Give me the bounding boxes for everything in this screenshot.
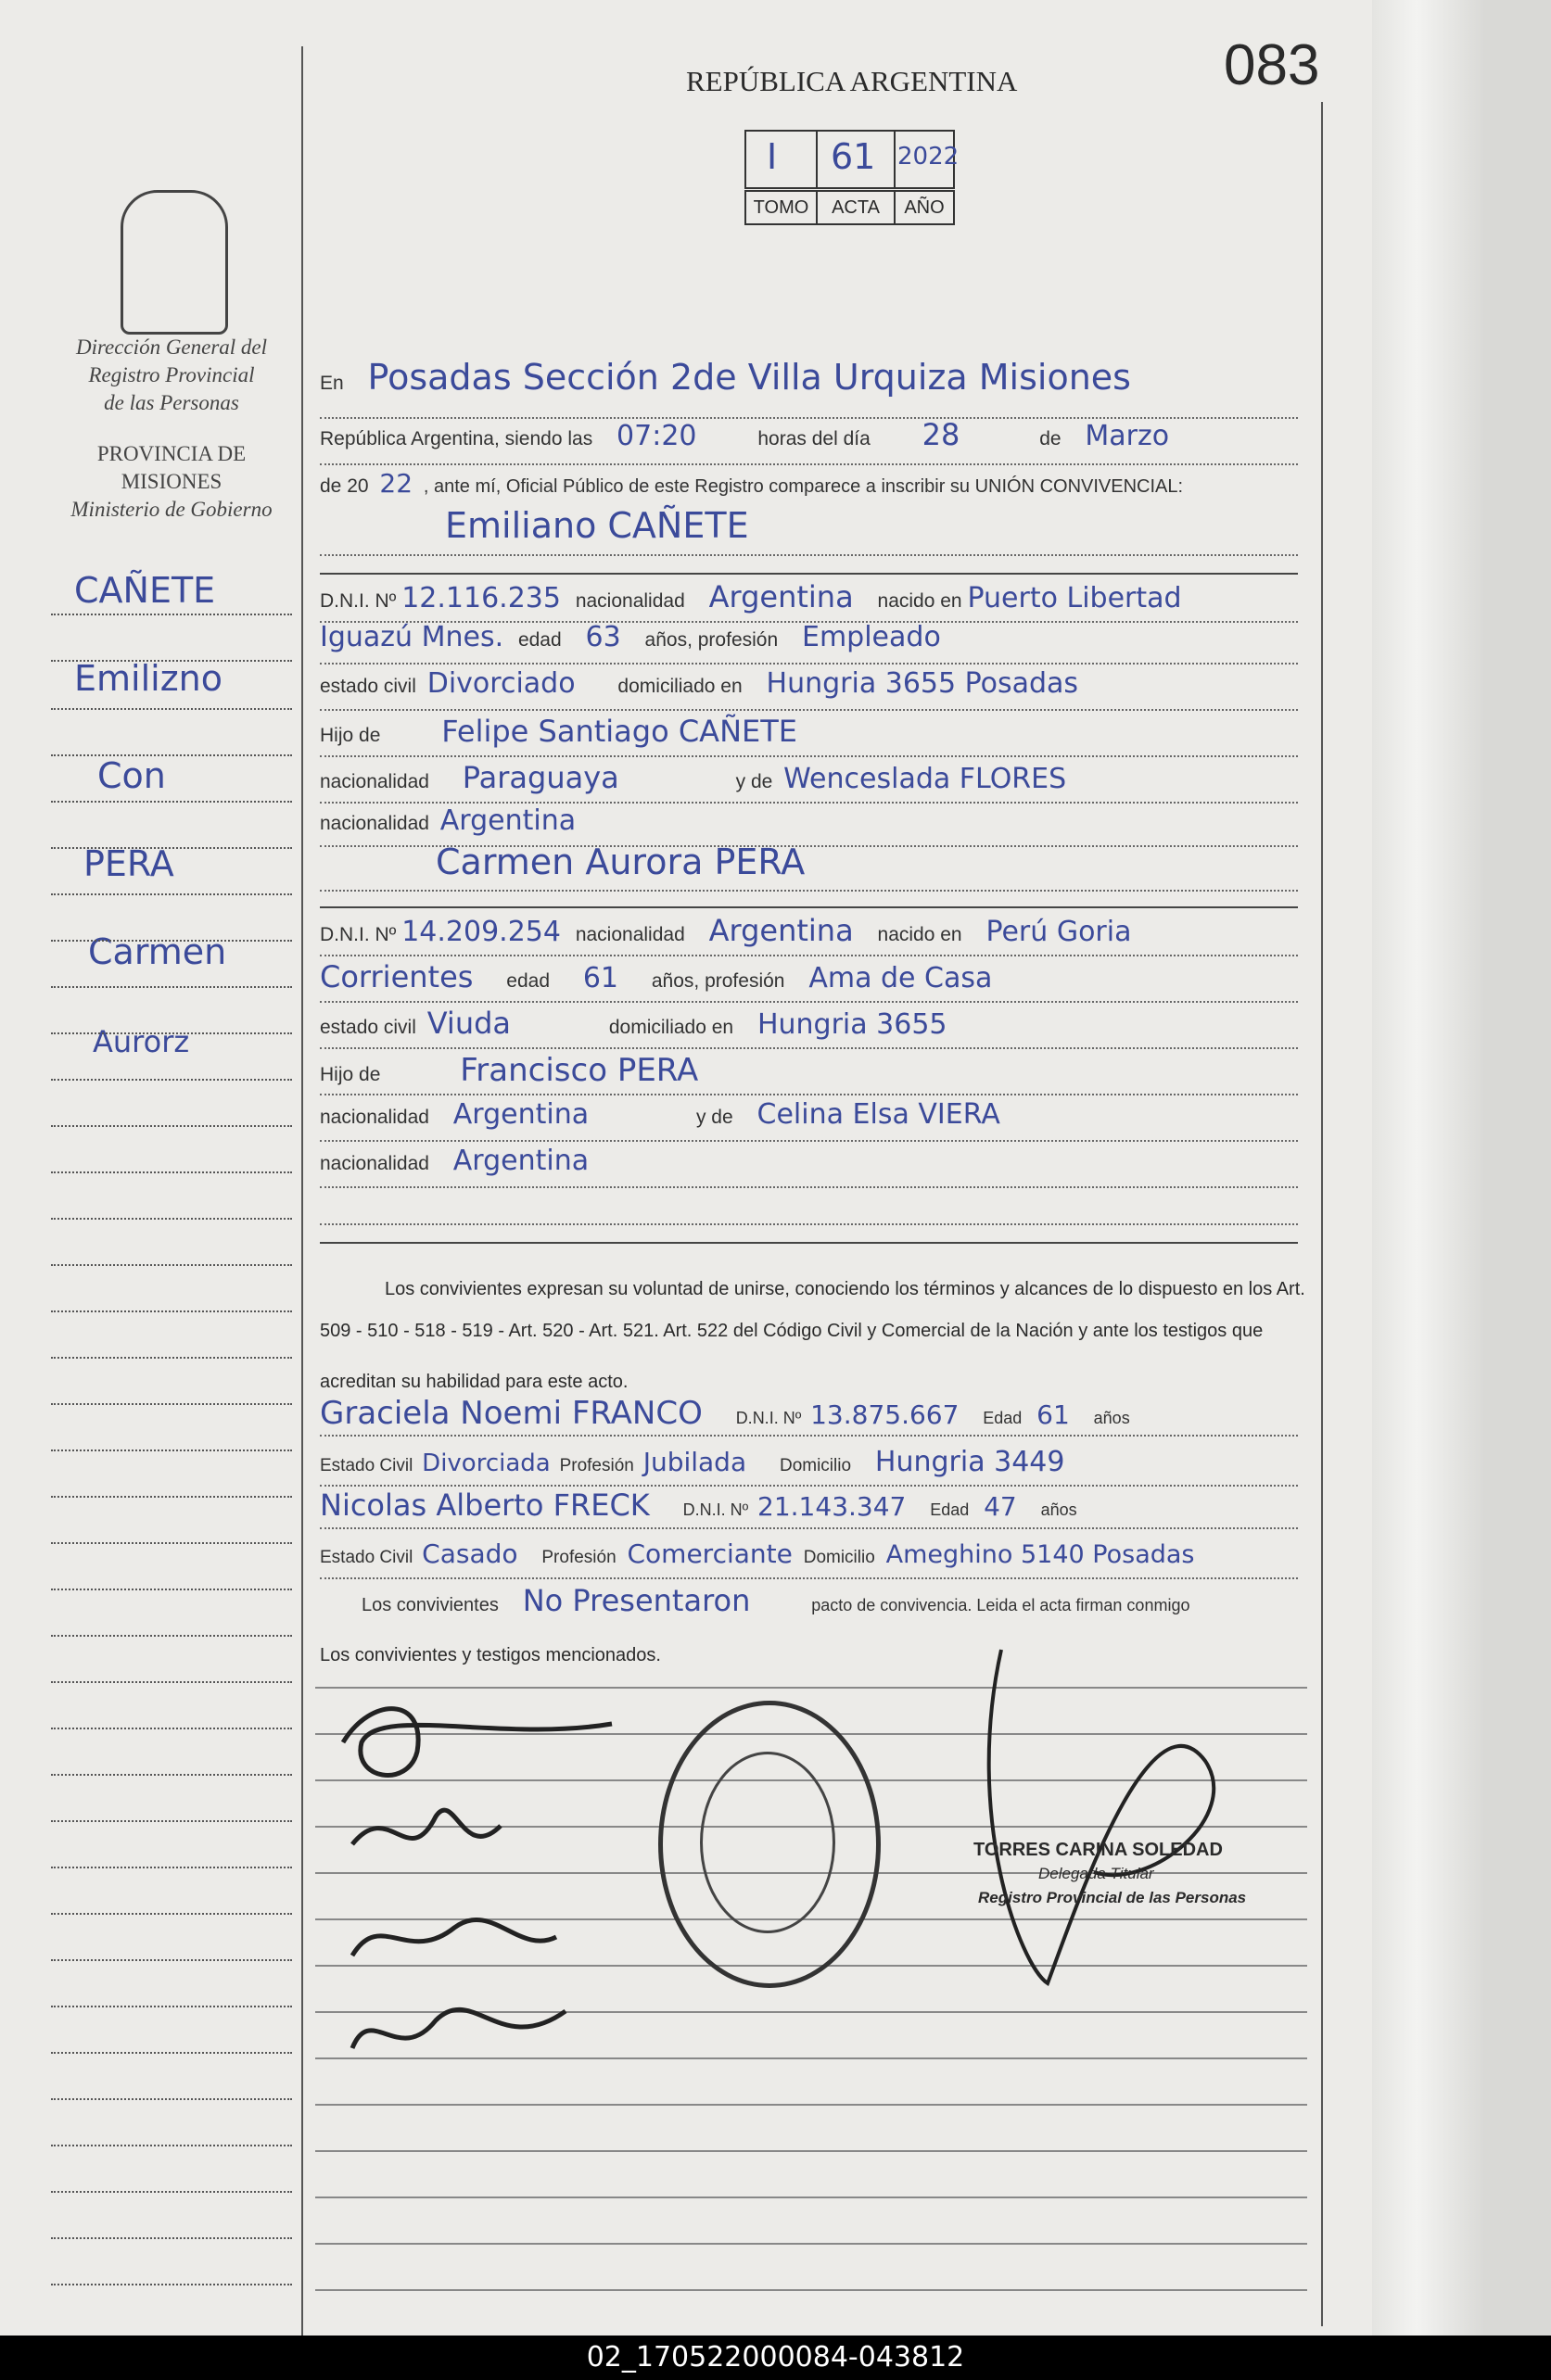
sidebar-line5: MISIONES: [121, 470, 222, 493]
side-rule: [51, 1031, 292, 1034]
w2-edad: 47: [984, 1491, 1017, 1522]
tomo-value: I: [767, 136, 778, 177]
side-rule: [51, 612, 292, 615]
p1-padre-nac-label: nacionalidad: [320, 771, 429, 792]
side-rule: [51, 2282, 292, 2285]
side-rule: [51, 658, 292, 662]
p1-dni: 12.116.235: [401, 582, 561, 614]
rule: [320, 663, 1298, 665]
official-signature-drawing: [964, 1631, 1279, 2002]
rule: [320, 1001, 1298, 1003]
person2-name: Carmen Aurora PERA: [436, 842, 806, 882]
rule: [320, 955, 1298, 956]
w2-prof-label: Profesión: [541, 1548, 617, 1567]
rep-label: República Argentina, siendo las: [320, 428, 593, 449]
anio-box: [894, 130, 960, 189]
side-rule: [51, 938, 292, 942]
w1-anios-label: años: [1093, 1409, 1130, 1427]
day-value: 28: [922, 417, 960, 452]
w1-civil-label: Estado Civil: [320, 1456, 413, 1475]
pacto-value: No Presentaron: [522, 1583, 751, 1618]
sidebar-line4: PROVINCIA DE: [96, 442, 247, 465]
p1-padre-nac: Paraguaya: [462, 760, 619, 795]
person1-name: Emiliano CAÑETE: [445, 505, 749, 546]
side-rule: [51, 1772, 292, 1776]
intro-row-3: [320, 468, 1183, 499]
section-divider: [320, 906, 1298, 908]
declaration-line3: acreditan su habilidad para este acto.: [320, 1372, 629, 1392]
p1-madre-nac: Argentina: [439, 804, 577, 837]
w1-edad-label: Edad: [983, 1409, 1023, 1427]
p1-row-6: [320, 804, 576, 837]
p2-madre-nac-label: nacionalidad: [320, 1153, 429, 1174]
coat-of-arms-icon: [121, 190, 228, 335]
signature-rule: [315, 2289, 1307, 2291]
p2-row-5: [320, 1098, 1000, 1131]
side-rule: [51, 1123, 292, 1127]
p1-nacido-label: nacido en: [877, 590, 962, 612]
w1-dni-label: D.N.I. Nº: [735, 1409, 802, 1427]
signature-rule: [315, 2150, 1307, 2152]
time-value: 07:20: [617, 420, 697, 452]
p2-row-4: [320, 1052, 698, 1089]
acta-label: ACTA: [816, 190, 896, 225]
p2-dom-label: domiciliado en: [608, 1017, 734, 1038]
rule: [320, 890, 1298, 892]
p2-domicilio: Hungria 3655: [756, 1008, 947, 1041]
p2-nacido-en: Perú Goria: [985, 916, 1132, 948]
official-office: Registro Provincial de las Personas: [978, 1889, 1247, 1906]
p1-madre-nac-label: nacionalidad: [320, 813, 429, 834]
de-label: de: [1039, 428, 1062, 449]
tomo-box: [744, 130, 818, 189]
en-label: En: [320, 373, 344, 394]
p1-place2: Iguazú Mnes.: [320, 621, 504, 653]
side-rule: [51, 1865, 292, 1868]
rule: [320, 463, 1298, 465]
p1-padre: Felipe Santiago CAÑETE: [441, 714, 797, 749]
p2-nacionalidad: Argentina: [708, 913, 854, 948]
w2-dni-label: D.N.I. Nº: [682, 1500, 749, 1519]
p1-row-2: [320, 621, 941, 653]
p1-row-5: [320, 760, 1066, 795]
side-rule: [51, 1587, 292, 1590]
rule: [320, 709, 1298, 711]
side-rule: [51, 1540, 292, 1544]
p1-nac-label: nacionalidad: [575, 590, 685, 612]
w2-estado-civil: Casado: [422, 1538, 518, 1569]
side-rule: [51, 2189, 292, 2193]
signature-rule: [315, 2196, 1307, 2198]
w1-prof-label: Profesión: [559, 1456, 634, 1475]
p2-edad: 61: [582, 962, 619, 994]
declaration-line2: 509 - 510 - 518 - 519 - Art. 520 - Art. 521. Art. 522 del Código Civil y Comercial de la Nación y ante los testigos que: [320, 1321, 1264, 1341]
w2-row-2: [320, 1538, 1195, 1569]
p2-padre-nac-label: nacionalidad: [320, 1107, 429, 1128]
p1-hijo-label: Hijo de: [320, 725, 381, 746]
p2-dni-label: D.N.I. Nº: [320, 924, 397, 945]
side-rule: [51, 2235, 292, 2239]
sidebar-name-2: Emilizno: [74, 658, 222, 699]
rule: [320, 1527, 1298, 1529]
p2-row-1: [320, 913, 1131, 948]
p2-estado-civil: Viuda: [426, 1006, 512, 1041]
acta-box: [816, 130, 896, 189]
p2-padre-nac: Argentina: [452, 1098, 590, 1131]
w1-profesion: Jubilada: [642, 1447, 747, 1477]
signature-rule: [315, 2104, 1307, 2106]
anio-value: 2022: [897, 143, 960, 171]
side-rule: [51, 1957, 292, 1961]
p1-nacionalidad: Argentina: [708, 579, 854, 614]
sidebar-name-5: Carmen: [88, 931, 227, 972]
p1-edad: 63: [585, 621, 621, 653]
p1-row-4: [320, 714, 797, 749]
p2-row-2: [320, 959, 992, 994]
side-rule: [51, 2050, 292, 2054]
side-rule: [51, 845, 292, 849]
rule: [320, 1223, 1298, 1225]
place-value: Posadas Sección 2de Villa Urquiza Misiones: [367, 357, 1131, 398]
side-rule: [51, 799, 292, 803]
signatures-drawing: [315, 1687, 630, 2085]
w2-dni: 21.143.347: [757, 1491, 907, 1522]
p1-yde-label: y de: [735, 771, 773, 792]
side-rule: [51, 706, 292, 710]
side-rule: [51, 753, 292, 756]
closing-row: [362, 1583, 1189, 1618]
rule: [320, 802, 1298, 804]
p2-madre-nac: Argentina: [452, 1145, 590, 1177]
p2-row-6: [320, 1145, 589, 1177]
official-role: Delegada Titular: [1038, 1865, 1154, 1882]
w1-name: Graciela Noemi FRANCO: [320, 1395, 703, 1432]
person1-name-row: [445, 505, 749, 546]
w1-row-2: [320, 1446, 1064, 1478]
sidebar-name-4: PERA: [83, 843, 174, 884]
p2-profesion: Ama de Casa: [808, 962, 993, 994]
p1-civil-label: estado civil: [320, 676, 416, 697]
w2-profesion: Comerciante: [627, 1538, 793, 1569]
seal-emblem-icon: [700, 1752, 835, 1933]
sidebar-line2: Registro Provincial: [88, 363, 255, 386]
p2-madre: Celina Elsa VIERA: [756, 1098, 1000, 1131]
side-rule: [51, 1262, 292, 1266]
w1-dom-label: Domicilio: [779, 1456, 852, 1475]
section-divider: [320, 1242, 1298, 1244]
sidebar-line6: Ministerio de Gobierno: [70, 498, 273, 521]
p1-row-3: [320, 667, 1078, 700]
sidebar-name-3: Con: [97, 755, 166, 796]
p2-dni: 14.209.254: [401, 916, 561, 948]
side-rule: [51, 1679, 292, 1683]
w1-domicilio: Hungria 3449: [874, 1446, 1065, 1478]
sidebar-line3: de las Personas: [104, 391, 239, 414]
p2-edad-label: edad: [506, 970, 550, 992]
margin-line: [301, 46, 303, 2336]
side-rule: [51, 1633, 292, 1637]
p2-nacido-label: nacido en: [877, 924, 962, 945]
p1-madre: Wenceslada FLORES: [783, 763, 1067, 795]
side-rule: [51, 1077, 292, 1081]
p2-civil-label: estado civil: [320, 1017, 416, 1038]
intro-row-2: [320, 417, 1169, 452]
registry-seal-icon: [658, 1701, 881, 1988]
w1-row-1: [320, 1395, 1130, 1432]
side-rule: [51, 1726, 292, 1729]
official-name: TORRES CARINA SOLEDAD: [973, 1840, 1223, 1860]
footer-code: 02_170522000084-043812: [0, 2336, 1551, 2380]
w2-name: Nicolas Alberto FRECK: [320, 1488, 650, 1523]
p2-nac-label: nacionalidad: [575, 924, 685, 945]
side-rule: [51, 984, 292, 988]
w1-edad: 61: [1036, 1399, 1070, 1430]
p2-prof-label: años, profesión: [651, 970, 785, 992]
w2-edad-label: Edad: [930, 1500, 970, 1519]
p1-nacido-en: Puerto Libertad: [967, 582, 1182, 614]
w2-civil-label: Estado Civil: [320, 1548, 413, 1567]
book-edge: [1372, 0, 1483, 2336]
acta-value: 61: [831, 136, 876, 177]
page-number: 083: [1224, 33, 1320, 97]
side-rule: [51, 1309, 292, 1312]
p1-dom-label: domiciliado en: [617, 676, 743, 697]
p1-row-1: [320, 579, 1182, 614]
p1-prof-label: años, profesión: [644, 629, 779, 651]
p1-edad-label: edad: [517, 629, 562, 651]
statement-text: , ante mí, Oficial Público de este Registro comparece a inscribir su UNIÓN CONVIVENCIAL:: [423, 476, 1184, 497]
right-margin-line: [1321, 102, 1323, 2326]
sidebar-line1: Dirección General del: [75, 335, 268, 359]
sidebar-name-1: CAÑETE: [74, 570, 216, 611]
intro-row-1: [320, 357, 1131, 398]
year-prefix: de 20: [320, 475, 369, 497]
w2-row-1: [320, 1488, 1077, 1523]
p2-yde-label: y de: [695, 1107, 733, 1128]
p2-row-3: [320, 1006, 947, 1041]
month-value: Marzo: [1085, 420, 1170, 452]
side-rule: [51, 1355, 292, 1359]
declaration-line1: Los convivientes expresan su voluntad de unirse, conociendo los términos y alcances de lo dispuesto en los Art.: [385, 1279, 1305, 1299]
p1-profesion: Empleado: [802, 621, 941, 653]
year-suffix: 22: [379, 468, 413, 499]
rule: [320, 1435, 1298, 1437]
rule: [320, 1094, 1298, 1095]
rule: [320, 1140, 1298, 1142]
horas-label: horas del día: [757, 428, 871, 449]
side-rule: [51, 2096, 292, 2100]
anio-label: AÑO: [894, 190, 955, 225]
p1-domicilio: Hungria 3655 Posadas: [766, 667, 1079, 700]
side-rule: [51, 1818, 292, 1822]
w2-domicilio: Ameghino 5140 Posadas: [885, 1540, 1195, 1569]
pacto-label: pacto de convivencia. Leida el acta firman conmigo: [811, 1596, 1190, 1614]
side-rule: [51, 1448, 292, 1451]
side-rule: [51, 892, 292, 895]
closing-line2: Los convivientes y testigos mencionados.: [320, 1645, 661, 1665]
side-rule: [51, 2004, 292, 2007]
tomo-label: TOMO: [744, 190, 818, 225]
p1-estado-civil: Divorciado: [426, 667, 576, 700]
signature-rule: [315, 2243, 1307, 2245]
p2-place2: Corrientes: [320, 959, 474, 994]
side-rule: [51, 1170, 292, 1173]
w1-estado-civil: Divorciada: [422, 1450, 551, 1477]
p1-dni-label: D.N.I. Nº: [320, 590, 397, 612]
p2-hijo-label: Hijo de: [320, 1064, 381, 1085]
side-rule: [51, 1216, 292, 1220]
side-rule: [51, 2143, 292, 2146]
w1-dni: 13.875.667: [810, 1399, 960, 1430]
rule: [320, 1577, 1298, 1579]
rule: [320, 1485, 1298, 1487]
rule: [320, 755, 1298, 757]
person2-name-row: [436, 842, 805, 882]
page-title: REPÚBLICA ARGENTINA: [686, 65, 1018, 97]
side-rule: [51, 1911, 292, 1915]
side-rule: [51, 1494, 292, 1498]
p2-padre: Francisco PERA: [460, 1052, 699, 1089]
rule: [320, 554, 1298, 556]
section-divider: [320, 573, 1298, 575]
conv-label: Los convivientes: [362, 1595, 499, 1615]
rule: [320, 1186, 1298, 1188]
rule: [320, 1047, 1298, 1049]
sidebar-name-6: Aurorz: [93, 1024, 190, 1059]
side-rule: [51, 1401, 292, 1405]
w2-dom-label: Domicilio: [803, 1548, 875, 1567]
w2-anios-label: años: [1040, 1500, 1077, 1519]
